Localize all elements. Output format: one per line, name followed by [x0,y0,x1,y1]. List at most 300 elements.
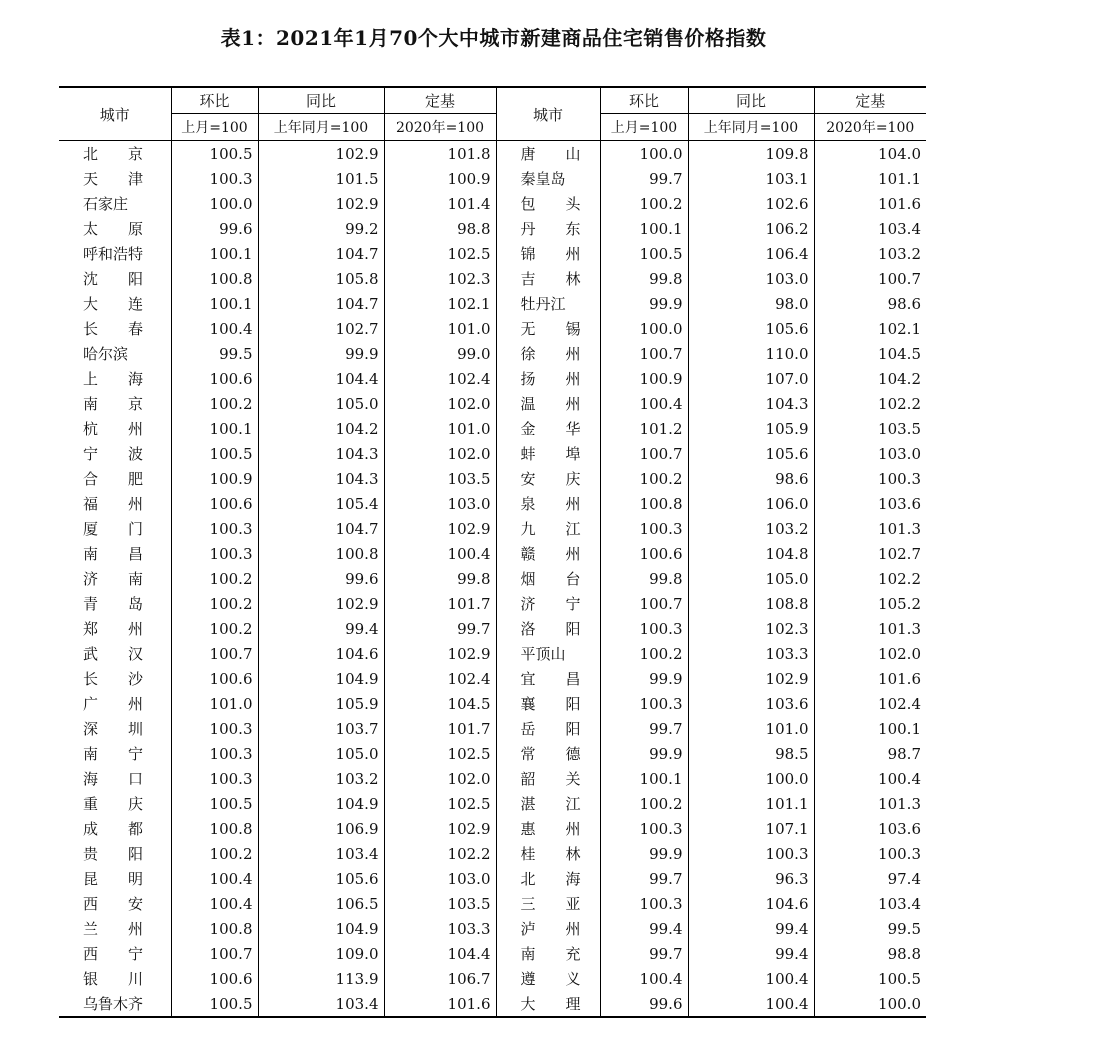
right-yoy-cell: 103.1 [688,166,814,191]
left-yoy-cell: 99.9 [258,341,384,366]
left-yoy-cell: 104.9 [258,791,384,816]
right-city-cell: 唐 山 [496,141,600,167]
left-fixed-cell: 106.7 [384,966,496,991]
left-fixed-cell: 102.1 [384,291,496,316]
right-fixed-cell: 100.3 [814,466,926,491]
left-fixed-cell: 102.0 [384,391,496,416]
right-fixed-cell: 104.0 [814,141,926,167]
right-fixed-cell: 104.5 [814,341,926,366]
left-fixed-cell: 102.0 [384,766,496,791]
left-yoy-cell: 101.5 [258,166,384,191]
right-fixed-cell: 104.2 [814,366,926,391]
table-row [59,666,926,691]
right-yoy-cell: 110.0 [688,341,814,366]
right-city-cell: 常 德 [496,741,600,766]
right-fixed-cell: 99.5 [814,916,926,941]
table-row [59,191,926,216]
left-city-cell: 天 津 [83,170,144,188]
yoy-header-right: 同比 [688,87,814,114]
left-fixed-cell: 103.5 [384,891,496,916]
table-row [59,216,926,241]
table-row [59,991,926,1017]
right-mom-cell: 100.3 [600,891,688,916]
right-fixed-cell: 102.0 [814,641,926,666]
left-fixed-cell: 100.4 [384,541,496,566]
left-mom-cell: 100.2 [171,616,258,641]
left-city-cell: 成 都 [83,820,144,838]
left-mom-cell: 100.8 [171,266,258,291]
table-row [59,641,926,666]
right-yoy-cell: 102.6 [688,191,814,216]
right-yoy-cell: 104.6 [688,891,814,916]
right-yoy-cell: 101.0 [688,716,814,741]
fixed-header-left: 定基 [384,87,496,114]
table-row [59,841,926,866]
right-mom-cell: 100.1 [600,216,688,241]
right-mom-cell: 100.7 [600,441,688,466]
left-mom-cell: 100.1 [171,291,258,316]
left-fixed-cell: 101.0 [384,416,496,441]
left-fixed-cell: 101.4 [384,191,496,216]
left-city-cell: 福 州 [83,495,144,513]
right-city-cell: 牡丹江 [496,291,600,316]
right-yoy-cell: 102.3 [688,616,814,641]
left-fixed-cell: 102.3 [384,266,496,291]
right-fixed-cell: 98.7 [814,741,926,766]
left-city-cell: 杭 州 [83,420,144,438]
right-yoy-cell: 106.4 [688,241,814,266]
left-fixed-cell: 101.7 [384,716,496,741]
right-fixed-cell: 100.0 [814,991,926,1017]
left-mom-cell: 100.5 [171,991,258,1017]
right-city-cell: 湛 江 [496,791,600,816]
right-mom-cell: 100.6 [600,541,688,566]
left-fixed-cell: 103.5 [384,466,496,491]
right-city-cell: 济 宁 [496,591,600,616]
left-city-cell: 南 京 [83,395,144,413]
left-yoy-cell: 102.7 [258,316,384,341]
right-mom-cell: 99.9 [600,666,688,691]
left-city-cell: 昆 明 [83,870,144,888]
right-mom-cell: 100.3 [600,691,688,716]
right-mom-cell: 99.7 [600,716,688,741]
left-fixed-cell: 99.0 [384,341,496,366]
left-mom-cell: 100.8 [171,816,258,841]
left-mom-cell: 100.7 [171,641,258,666]
left-fixed-cell: 102.4 [384,366,496,391]
yoy-base-right: 上年同月=100 [688,114,814,141]
table-row [59,316,926,341]
mom-header-right: 环比 [600,87,688,114]
table-row [59,391,926,416]
left-fixed-cell: 102.5 [384,741,496,766]
table-row [59,616,926,641]
right-yoy-cell: 99.4 [688,916,814,941]
right-mom-cell: 100.2 [600,641,688,666]
right-mom-cell: 100.2 [600,466,688,491]
city-header-left: 城市 [59,87,171,141]
table-row [59,291,926,316]
left-mom-cell: 100.1 [171,241,258,266]
left-fixed-cell: 102.4 [384,666,496,691]
yoy-header-left: 同比 [258,87,384,114]
right-yoy-cell: 103.2 [688,516,814,541]
left-yoy-cell: 105.6 [258,866,384,891]
left-city-cell: 海 口 [83,770,144,788]
right-mom-cell: 99.7 [600,166,688,191]
right-mom-cell: 100.4 [600,966,688,991]
right-fixed-cell: 98.6 [814,291,926,316]
left-mom-cell: 100.3 [171,741,258,766]
right-mom-cell: 100.1 [600,766,688,791]
left-city-cell: 上 海 [83,370,144,388]
right-city-cell: 襄 阳 [496,691,600,716]
left-fixed-cell: 101.0 [384,316,496,341]
right-city-cell: 无 锡 [496,316,600,341]
table-row [59,366,926,391]
table-row [59,866,926,891]
right-city-cell: 九 江 [496,516,600,541]
right-fixed-cell: 102.2 [814,566,926,591]
left-fixed-cell: 103.0 [384,866,496,891]
right-mom-cell: 99.9 [600,741,688,766]
right-mom-cell: 99.7 [600,941,688,966]
left-city-cell: 武 汉 [83,645,144,663]
right-yoy-cell: 103.0 [688,266,814,291]
left-yoy-cell: 100.8 [258,541,384,566]
left-mom-cell: 100.2 [171,566,258,591]
right-fixed-cell: 102.2 [814,391,926,416]
right-city-cell: 温 州 [496,391,600,416]
left-mom-cell: 99.6 [171,216,258,241]
right-city-cell: 岳 阳 [496,716,600,741]
left-mom-cell: 100.3 [171,541,258,566]
right-mom-cell: 100.0 [600,141,688,167]
right-fixed-cell: 102.4 [814,691,926,716]
table-row [59,241,926,266]
right-yoy-cell: 105.6 [688,316,814,341]
left-city-cell: 乌鲁木齐 [83,995,144,1013]
right-city-cell: 平顶山 [496,641,600,666]
right-city-cell: 赣 州 [496,541,600,566]
table-row [59,141,926,167]
left-fixed-cell: 101.6 [384,991,496,1017]
left-city-cell: 合 肥 [83,470,144,488]
left-city-cell: 哈尔滨 [83,345,129,363]
left-yoy-cell: 106.9 [258,816,384,841]
right-yoy-cell: 106.0 [688,491,814,516]
table-row [59,341,926,366]
right-yoy-cell: 98.0 [688,291,814,316]
left-city-cell: 济 南 [83,570,144,588]
fixed-base-left: 2020年=100 [384,114,496,141]
right-city-cell: 徐 州 [496,341,600,366]
right-fixed-cell: 100.3 [814,841,926,866]
table-row [59,466,926,491]
left-mom-cell: 100.3 [171,766,258,791]
right-yoy-cell: 100.4 [688,966,814,991]
right-city-cell: 泉 州 [496,491,600,516]
right-yoy-cell: 109.8 [688,141,814,167]
left-fixed-cell: 102.9 [384,816,496,841]
right-city-cell: 大 理 [496,991,600,1017]
left-fixed-cell: 104.4 [384,941,496,966]
left-yoy-cell: 103.4 [258,841,384,866]
right-mom-cell: 100.3 [600,616,688,641]
right-mom-cell: 100.3 [600,816,688,841]
right-city-cell: 遵 义 [496,966,600,991]
left-city-cell: 兰 州 [83,920,144,938]
right-yoy-cell: 100.0 [688,766,814,791]
right-city-cell: 南 充 [496,941,600,966]
right-city-cell: 蚌 埠 [496,441,600,466]
left-city-cell: 贵 阳 [83,845,144,863]
right-city-cell: 泸 州 [496,916,600,941]
left-city-cell: 郑 州 [83,620,144,638]
left-fixed-cell: 102.9 [384,641,496,666]
left-fixed-cell: 104.5 [384,691,496,716]
left-mom-cell: 100.6 [171,366,258,391]
left-yoy-cell: 113.9 [258,966,384,991]
right-yoy-cell: 108.8 [688,591,814,616]
right-city-cell: 烟 台 [496,566,600,591]
left-mom-cell: 100.6 [171,666,258,691]
left-mom-cell: 100.5 [171,441,258,466]
left-yoy-cell: 103.7 [258,716,384,741]
right-fixed-cell: 101.3 [814,616,926,641]
left-mom-cell: 100.4 [171,316,258,341]
right-fixed-cell: 103.0 [814,441,926,466]
left-mom-cell: 100.4 [171,866,258,891]
right-city-cell: 扬 州 [496,366,600,391]
table-row [59,591,926,616]
left-fixed-cell: 103.0 [384,491,496,516]
left-city-cell: 宁 波 [83,445,144,463]
left-city-cell: 石家庄 [83,195,129,213]
right-fixed-cell: 98.8 [814,941,926,966]
yoy-base-left: 上年同月=100 [258,114,384,141]
left-yoy-cell: 99.2 [258,216,384,241]
right-yoy-cell: 102.9 [688,666,814,691]
right-fixed-cell: 101.6 [814,666,926,691]
table-title: 表1：2021年1月70个大中城市新建商品住宅销售价格指数 [220,26,767,50]
right-yoy-cell: 100.3 [688,841,814,866]
left-yoy-cell: 103.2 [258,766,384,791]
right-city-cell: 洛 阳 [496,616,600,641]
left-mom-cell: 100.7 [171,941,258,966]
right-mom-cell: 99.9 [600,291,688,316]
left-yoy-cell: 104.9 [258,916,384,941]
right-city-cell: 韶 关 [496,766,600,791]
left-mom-cell: 100.6 [171,491,258,516]
left-city-cell: 大 连 [83,295,144,313]
left-mom-cell: 100.3 [171,516,258,541]
right-yoy-cell: 107.1 [688,816,814,841]
table-row [59,791,926,816]
right-mom-cell: 100.4 [600,391,688,416]
left-city-cell: 深 圳 [83,720,144,738]
left-city-cell: 银 川 [83,970,144,988]
right-mom-cell: 99.4 [600,916,688,941]
table-row [59,691,926,716]
fixed-base-right: 2020年=100 [814,114,926,141]
right-fixed-cell: 100.1 [814,716,926,741]
right-city-cell: 金 华 [496,416,600,441]
right-fixed-cell: 101.1 [814,166,926,191]
right-city-cell: 三 亚 [496,891,600,916]
left-mom-cell: 100.0 [171,191,258,216]
right-fixed-cell: 101.3 [814,516,926,541]
right-city-cell: 丹 东 [496,216,600,241]
right-mom-cell: 100.9 [600,366,688,391]
left-yoy-cell: 105.8 [258,266,384,291]
left-yoy-cell: 106.5 [258,891,384,916]
right-fixed-cell: 103.6 [814,491,926,516]
left-yoy-cell: 104.3 [258,441,384,466]
right-fixed-cell: 101.6 [814,191,926,216]
mom-base-left: 上月=100 [171,114,258,141]
right-city-cell: 安 庆 [496,466,600,491]
right-mom-cell: 99.9 [600,841,688,866]
left-yoy-cell: 99.4 [258,616,384,641]
left-fixed-cell: 102.2 [384,841,496,866]
right-fixed-cell: 100.7 [814,266,926,291]
right-mom-cell: 100.8 [600,491,688,516]
right-mom-cell: 100.5 [600,241,688,266]
table-row [59,716,926,741]
left-mom-cell: 100.5 [171,791,258,816]
right-mom-cell: 100.2 [600,791,688,816]
table-row [59,816,926,841]
left-mom-cell: 100.6 [171,966,258,991]
right-mom-cell: 99.8 [600,566,688,591]
left-fixed-cell: 99.8 [384,566,496,591]
right-mom-cell: 99.7 [600,866,688,891]
right-yoy-cell: 103.6 [688,691,814,716]
right-yoy-cell: 99.4 [688,941,814,966]
left-fixed-cell: 101.7 [384,591,496,616]
left-fixed-cell: 101.8 [384,141,496,167]
right-yoy-cell: 104.8 [688,541,814,566]
left-fixed-cell: 102.5 [384,241,496,266]
table-row [59,266,926,291]
right-city-cell: 秦皇岛 [496,166,600,191]
left-mom-cell: 100.3 [171,716,258,741]
table-row [59,941,926,966]
left-yoy-cell: 104.3 [258,466,384,491]
left-yoy-cell: 104.7 [258,516,384,541]
left-fixed-cell: 100.9 [384,166,496,191]
city-header-right: 城市 [496,87,600,141]
left-mom-cell: 100.2 [171,391,258,416]
table-row [59,441,926,466]
left-yoy-cell: 105.0 [258,741,384,766]
right-yoy-cell: 100.4 [688,991,814,1017]
left-city-cell: 西 宁 [83,945,144,963]
table-row [59,916,926,941]
right-yoy-cell: 105.6 [688,441,814,466]
left-mom-cell: 101.0 [171,691,258,716]
left-city-cell: 呼和浩特 [83,245,144,263]
left-mom-cell: 100.4 [171,891,258,916]
table-row [59,566,926,591]
left-yoy-cell: 104.4 [258,366,384,391]
right-yoy-cell: 105.0 [688,566,814,591]
right-city-cell: 锦 州 [496,241,600,266]
left-yoy-cell: 105.0 [258,391,384,416]
table-body [59,141,926,1018]
right-fixed-cell: 105.2 [814,591,926,616]
table-row [59,541,926,566]
left-city-cell: 青 岛 [83,595,144,613]
right-mom-cell: 100.2 [600,191,688,216]
left-city-cell: 沈 阳 [83,270,144,288]
left-fixed-cell: 102.0 [384,441,496,466]
left-mom-cell: 100.2 [171,841,258,866]
left-mom-cell: 100.5 [171,141,258,167]
table-row [59,891,926,916]
left-city-cell: 西 安 [83,895,144,913]
right-fixed-cell: 100.4 [814,766,926,791]
right-fixed-cell: 103.2 [814,241,926,266]
left-yoy-cell: 105.4 [258,491,384,516]
table-row [59,741,926,766]
right-city-cell: 吉 林 [496,266,600,291]
right-city-cell: 桂 林 [496,841,600,866]
right-fixed-cell: 100.5 [814,966,926,991]
right-city-cell: 宜 昌 [496,666,600,691]
right-yoy-cell: 101.1 [688,791,814,816]
left-yoy-cell: 104.7 [258,291,384,316]
table-row [59,166,926,191]
left-yoy-cell: 104.9 [258,666,384,691]
price-index-table [59,86,926,1018]
right-yoy-cell: 98.6 [688,466,814,491]
right-mom-cell: 100.7 [600,341,688,366]
left-yoy-cell: 102.9 [258,191,384,216]
right-mom-cell: 100.0 [600,316,688,341]
left-mom-cell: 100.1 [171,416,258,441]
left-yoy-cell: 99.6 [258,566,384,591]
left-yoy-cell: 104.7 [258,241,384,266]
right-yoy-cell: 98.5 [688,741,814,766]
right-mom-cell: 100.3 [600,516,688,541]
left-city-cell: 广 州 [83,695,144,713]
table-row [59,766,926,791]
right-fixed-cell: 103.4 [814,891,926,916]
table-row [59,966,926,991]
left-mom-cell: 100.9 [171,466,258,491]
left-city-cell: 北 京 [83,145,144,163]
right-fixed-cell: 103.6 [814,816,926,841]
mom-base-right: 上月=100 [600,114,688,141]
right-fixed-cell: 102.1 [814,316,926,341]
left-fixed-cell: 98.8 [384,216,496,241]
left-city-cell: 南 昌 [83,545,144,563]
right-fixed-cell: 103.4 [814,216,926,241]
fixed-header-right: 定基 [814,87,926,114]
left-mom-cell: 100.3 [171,166,258,191]
right-fixed-cell: 97.4 [814,866,926,891]
left-fixed-cell: 102.5 [384,791,496,816]
left-city-cell: 长 春 [83,320,144,338]
right-yoy-cell: 105.9 [688,416,814,441]
right-city-cell: 包 头 [496,191,600,216]
left-yoy-cell: 105.9 [258,691,384,716]
left-yoy-cell: 102.9 [258,141,384,167]
left-yoy-cell: 109.0 [258,941,384,966]
right-yoy-cell: 106.2 [688,216,814,241]
